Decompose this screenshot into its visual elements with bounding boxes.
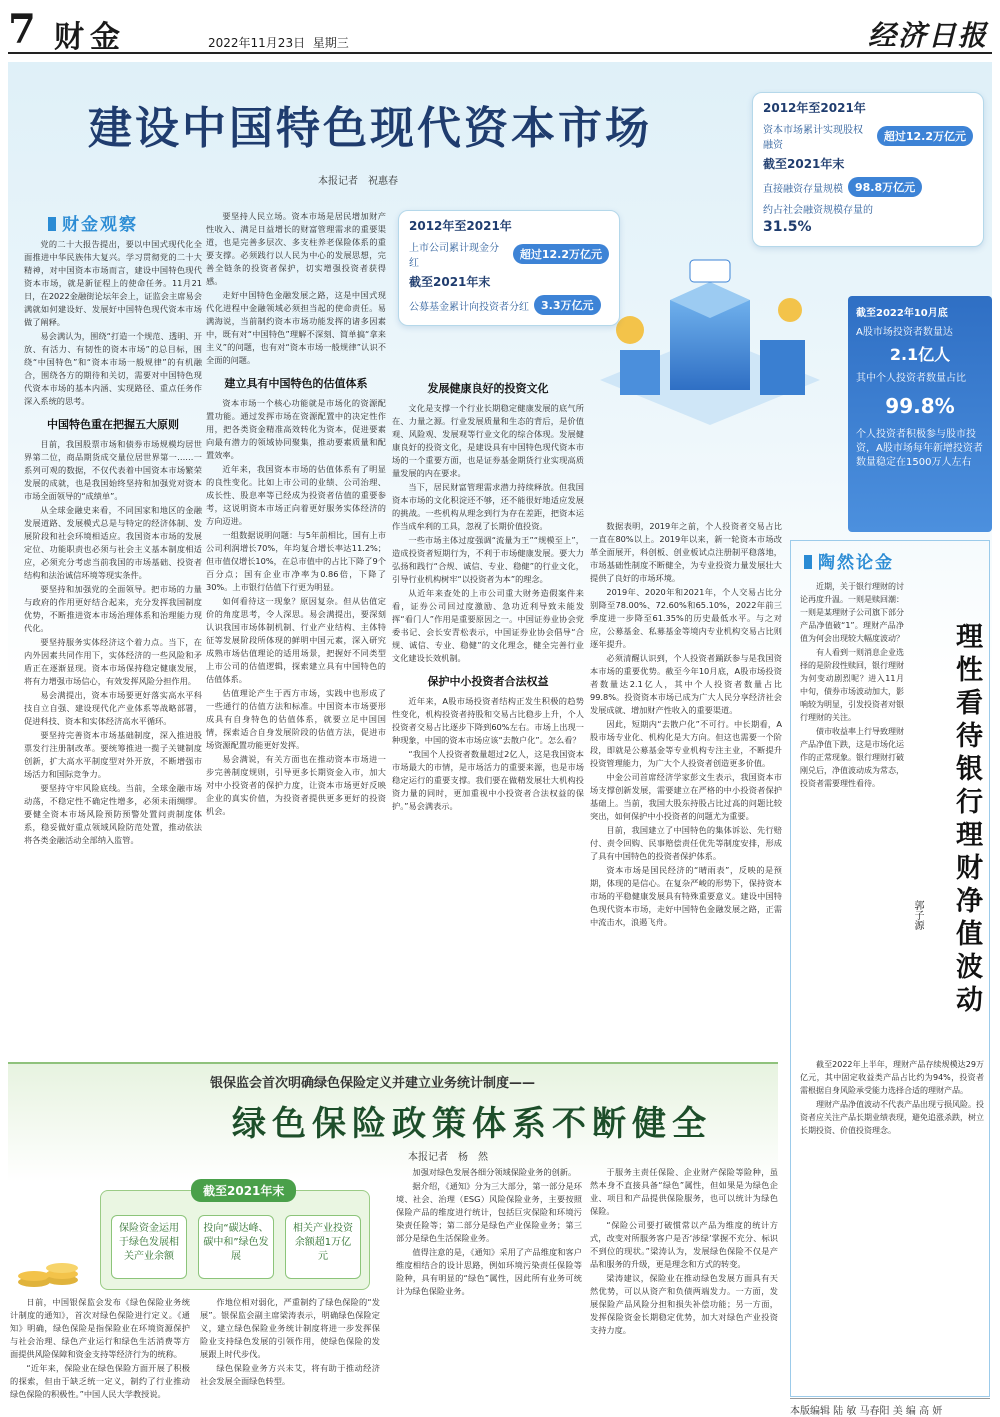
page-number: 7: [8, 6, 36, 53]
paragraph: 资本市场一个核心功能就是市场化的资源配置功能。通过发挥市场在资源配置中的决定性作用，把各类资金精准高效转化为资本，促进要素向最有潜力的领域协同聚集，推动要素质量和配置效率。: [206, 398, 386, 460]
lead-column-1: [24, 238, 202, 1050]
panel-label-2: 其中个人投资者数量占比: [856, 373, 966, 384]
paragraph: “我国个人投资者数量超过2亿人，这是我国资本市场最大的市情，是市场活力的重要来源，也是市场稳定运行的重要支撑。我们要在做精发展壮大机构投资力量的同时，更加重视中小投资者合法权益的保护。”易会满表示。: [392, 749, 584, 811]
paragraph: “保险公司要打破惯常以产品为维度的统计方式，改变对所服务客户是否‘涉绿’掌握不充分、标识不到位的现状。”梁涛认为，发展绿色保险不仅是产品和服务的升级，更是理念和方式的转变。: [590, 1220, 778, 1269]
investor-stats-panel: [848, 296, 992, 532]
paragraph: 目前，我国股票市场和债券市场规模均居世界第二位，商品期货成交量位居世界第一……一系列可观的数据，不仅代表着中国资本市场繁荣发展的成就，也是我国始终坚持和加强党对资本市场全面领导的“成绩单”。: [24, 439, 202, 501]
card-value-pill: 3.3万亿元: [534, 295, 601, 315]
card-label: 公募基金累计向投资者分红: [409, 301, 529, 313]
green-insurance-card: [100, 1184, 370, 1290]
paragraph: 值得注意的是，《通知》采用了产品维度和客户维度相结合的设计思路，例如环境污染责任保险等险种，具有明显的“绿色”属性，因此所有业务可统计为绿色保险业务。: [396, 1247, 582, 1296]
paragraph: 理财产品净值波动不代表产品出现亏损风险。投资者应关注产品长期业绩表现，避免追涨杀跌，树立长期投资、价值投资理念。: [800, 1100, 984, 1135]
lead-column-4: [590, 520, 782, 1050]
sidebar-author: 郭子源: [912, 900, 923, 930]
paragraph: 中金公司首席经济学家彭文生表示，我国资本市场支撑创新发展，需要建立在严格的中小投资者保护基础上。当前，我国大股东持股占比过高的问题比较突出，如何保护中小投资者的问题尤为重要。: [590, 772, 782, 821]
paragraph: 估值理论产生于西方市场，实践中也形成了一些通行的估值方法和标准。中国资本市场要形成具有自身特色的估值体系，就要立足中国国情，探索适合自身发展阶段的估值方法，促进市场资源配置功能更好发挥。: [206, 688, 386, 750]
paragraph: 数据表明，2019年之前，个人投资者交易占比一直在80%以上。2019年以来，新一轮资本市场改革全面展开，科创板、创业板试点注册制平稳落地，市场基础性制度不断健全，为专业投资力量发展壮大提供了良好的市场环境。: [590, 521, 782, 583]
section-heading-principles: 中国特色重在把握五大原则: [47, 418, 179, 431]
card-value-pill: 超过12.2万亿元: [877, 126, 973, 146]
paragraph: 当下，居民财富管理需求潜力持续释放。但我国资本市场的文化积淀还不够，还不能很好地适应发展的挑战。一些机构从理念到行为存在差距，把资本运作当成牟利的工具，忽视了长期价值投资。: [392, 482, 584, 531]
card-value-pill: 98.8万亿元: [848, 177, 922, 197]
paragraph: 一些市场主体过度强调“流量为王”“规模至上”，造成投资者短期行为，不利于市场健康发展。要大力弘扬和践行“合规、诚信、专业、稳健”的行业文化，引导行业机构树牢“以投资者为本”的理念。: [392, 535, 584, 584]
paragraph: 于服务主责任保险、企业财产保险等险种，虽然本身不直接具备“绿色”属性，但如果是为绿色企业、项目和产品提供保险服务，也可以统计为绿色保险。: [590, 1167, 778, 1216]
sidebar-label: 陶然论金: [804, 548, 894, 573]
paragraph: 近期，关于银行理财的讨论再度升温。一则是赎回潮：一则是某理财子公司旗下部分产品净值破“1”。理财产品净值为何会出现较大幅度波动？: [800, 582, 904, 643]
paragraph: 走好中国特色金融发展之路，这是中国式现代化进程中金融领域必须担当起的使命责任。易满海说，当前制约资本市场功能发挥的诸多因素中，既有对“中国特色”理解不深刻、简单搞“拿来主义”的问题，也有对“资本市场一般规律”认识不全面的问题。: [206, 290, 386, 365]
panel-label: A股市场投资者数量达: [856, 327, 953, 338]
card-label: 资本市场累计实现股权融资: [763, 125, 863, 151]
equity-financing-card: [752, 92, 984, 247]
sidebar-title: 理性看待银行理财净值波动: [951, 622, 982, 1018]
date-text: 2022年11月23日: [208, 36, 306, 50]
paragraph: 要坚持服务实体经济这个着力点。当下，在内外因素共同作用下，实体经济的一些风险和矛盾正在逐渐显现。资本市场保持稳定健康发展，将有力增强市场信心，有效发挥风险分担作用。: [24, 637, 202, 686]
lead-column-2: [206, 210, 386, 1050]
paragraph: 梁涛建议，保险业在推动绿色发展方面具有天然优势，可以从资产和负债两端发力。一方面，发展保险产品风险分担和损失补偿功能；另一方面，发挥保险资金长期稳定优势，加大对绿色产业投资支持力度。: [590, 1273, 778, 1335]
paragraph: 有人看到一则消息企业选择的是阶段性赎回，银行理财为何变动剧烈呢？进入11月中旬，债券市场波动加大，影响较为明显，引发投资者对银行理财的关注。: [800, 648, 904, 722]
green-kicker: 银保监会首次明确绿色保险定义并建立业务统计制度——: [210, 1076, 536, 1091]
paragraph: 从近年来查处的上市公司重大财务造假案件来看，证券公司回过度激励、急功近利导致未能发挥“看门人”作用是重要原因之一。中国证券业协会党委书记、会长安青松表示，中国证券业协会倡导“合规、诚信、专业、稳健”的文化理念，健全完善行业文化建设长效机制。: [392, 588, 584, 663]
paragraph: 文化是支撑一个行业长期稳定健康发展的底气所在、力量之源。行业发展质量和生态的背后，是价值观、风险观、发展观等行业文化的综合体现。发展健康良好的投资文化，是建设具有中国特色现代资本市场的一个重要方面，也是证券基金期货行业实现高质量发展的内在要求。: [392, 403, 584, 478]
card-label: 上市公司累计现金分红: [409, 243, 499, 269]
paragraph: 一组数据说明问题：与5年前相比，国有上市公司利润增长70%，年均复合增长率达11.2%；但市值仅增长10%，在总市值中的占比下降了9个百分点；国有企业市净率为0.86倍，下降了30%。上市银行估值下行更为明显。: [206, 530, 386, 592]
paragraph: 易会满认为，围绕“打造一个规范、透明、开放、有活力、有韧性的资本市场”的总目标，围绕“中国特色”和“资本市场一般规律”的有机融合，围绕各方的期待和关切，需要对中国特色现代资本市场的基本内涵、实现路径、重点任务作深入系统的思考。: [24, 331, 202, 406]
card-row: [409, 295, 609, 315]
card-row: [409, 239, 609, 269]
paragraph: 如何看待这一现象？原因复杂。但从估值定价的角度思考，令人深思。易会满提出，要深刻认识我国市场体制机制、行业产业结构、主体特征等发展阶段所体现的鲜明中国元素，深入研究成熟市场估值理论的适用场景，把握好不同类型上市公司的估值逻辑，探索建立具有中国特色的估值体系。: [206, 596, 386, 684]
paragraph: 必须清醒认识到，个人投资者踊跃参与是我国资本市场的重要优势。截至今年10月底，A股市场投资者数量达2.1亿人，其中个人投资者数量占比99.8%。投资资本市场已成为广大人民分享经济社会发展成就、增加财产性收入的重要渠道。: [590, 653, 782, 715]
green-column-1: [10, 1296, 190, 1400]
masthead: [8, 8, 992, 54]
card-label: 直接融资存量规模: [763, 183, 843, 195]
green-card-item: 保险资金运用于绿色发展相关产业余额: [111, 1215, 187, 1279]
panel-value: 2.1亿人: [889, 345, 951, 364]
card-value-pill: 超过12.2万亿元: [513, 244, 609, 264]
paragraph: 作地位相对弱化，严重制约了绿色保险的“发展”。银保监会副主席梁涛表示，明确绿色保险定义，建立绿色保险业务统计制度将进一步发挥保险业支持绿色发展的引领作用，使绿色保险的发展跟上时代步伐。: [200, 1297, 380, 1359]
sidebar-column-2: [800, 1058, 984, 1392]
paragraph: 债市收益率上行导致理财产品净值下跌，这是市场化运作的正常现象。银行理财打破刚兑后，净值波动成为常态，投资者需要理性看待。: [800, 727, 904, 788]
paragraph: 从全球金融史来看，不同国家和地区的金融发展道路、发展模式总是与特定的经济体制、发展阶段和社会环境相适应。我国资本市场的发展定位、功能职责也必须与社会主义基本制度相适应，必须充分考虑当前我国的市场基础、投资者结构和法治诚信环境等现实条件。: [24, 505, 202, 580]
paragraph: 目前，我国建立了中国特色的集体诉讼、先行赔付、责令回购、民事赔偿责任优先等制度安排，形成了具有中国特色的投资者保护体系。: [590, 825, 782, 861]
card-row: [763, 121, 973, 151]
paragraph: 要坚持完善资本市场基础制度，深入推进股票发行注册制改革。要统筹推进一揽子关键制度创新，扩大高水平制度型对外开放，不断增强市场活力和国际竞争力。: [24, 730, 202, 779]
paragraph: 资本市场是国民经济的“晴雨表”，反映的是预期，体现的是信心。在复杂严峻的形势下，保持资本市场的平稳健康发展具有特殊重要意义。建设中国特色现代资本市场，走好中国特色金融发展之路，正需中流击水，浪遏飞舟。: [590, 865, 782, 927]
section-heading-culture: 发展健康良好的投资文化: [427, 382, 549, 395]
paragraph: 近年来，A股市场投资者结构正发生积极的趋势性变化，机构投资者持股和交易占比稳步上升，个人投资者交易占比逐步下降到60%左右。市场上出现一种现象，中国的资本市场应该“去散户化”。怎么看？: [392, 696, 584, 745]
paragraph: 要坚持人民立场。资本市场是居民增加财产性收入、满足日益增长的财富管理需求的重要渠道，也是完善多层次、多支柱养老保险体系的重要支撑。必须践行以人民为中心的发展思想，完善全链条的投资者保护，切实增强投资者获得感。: [206, 211, 386, 286]
green-column-4: [590, 1166, 778, 1400]
issue-date: [208, 34, 349, 51]
paragraph: 要坚持和加强党的全面领导。把市场的力量与政府的作用更好结合起来，充分发挥我国制度优势，不断推进资本市场治理体系和治理能力现代化。: [24, 584, 202, 633]
green-card-item: 相关产业投资余额超1万亿元: [285, 1215, 361, 1279]
coins-icon: [14, 1250, 94, 1290]
green-card-item: 投向“碳达峰、碳中和”绿色发展: [198, 1215, 274, 1279]
dividend-card: [398, 210, 620, 326]
paragraph: 易会满说，有关方面也在推动资本市场进一步完善制度规则，引导更多长期资金入市，加大对中小投资者的保护力度，让资本市场更好反映企业的真实价值，为投资者提供更多更好的投资机会。: [206, 754, 386, 816]
paragraph: 绿色保险业务方兴未艾，将有助于推动经济社会发展全面绿色转型。: [200, 1363, 380, 1386]
panel-value-2: 99.8%: [885, 394, 955, 418]
green-byline: 本报记者 杨 然: [408, 1152, 488, 1163]
card-sub-period: 截至2021年末: [409, 275, 491, 289]
card-period: 2012年至2021年: [763, 101, 866, 115]
section-name: 财金: [54, 20, 126, 55]
card-row: [763, 177, 973, 197]
green-headline: 绿色保险政策体系不断健全: [232, 1104, 712, 1144]
paragraph: 要坚持守牢风险底线。当前，全球金融市场动荡，不稳定性不确定性增多，必须未雨绸缪。要健全资本市场风险预防预警处置问责制度体系，稳妥做好重点领域风险防范处置，推动依法将各类金融活动全部纳入监管。: [24, 783, 202, 845]
lead-column-3: [392, 372, 584, 1050]
paper-logo: 经济日报: [867, 19, 988, 52]
paragraph: 易会满提出，资本市场要更好落实高水平科技自立自强、建设现代化产业体系等战略部署，促进科技、资本和实体经济高水平循环。: [24, 690, 202, 726]
section-heading-protection: 保护中小投资者合法权益: [427, 675, 549, 688]
green-column-2: [200, 1296, 380, 1400]
paragraph: 近年来，我国资本市场的估值体系有了明显的良性变化。比如上市公司的业绩、公司治理、成长性、股息率等已经成为投资者估值的重要参考，这说明资本市场正向着更好服务实体经济的方向迈进。: [206, 464, 386, 526]
card-share-label: 约占社会融资规模存量的: [763, 205, 873, 216]
section-heading-valuation: 建立具有中国特色的估值体系: [224, 377, 368, 390]
paragraph: 加强对绿色发展各细分领域保险业务的创新。: [412, 1167, 577, 1177]
green-column-3: [396, 1166, 582, 1400]
paragraph: 2019年、2020年和2021年，个人交易占比分别降至78.00%、72.60%和65.10%，2022年前三季度进一步降至61.35%的历史最低水平。与之对应，公募基金、私募基金等境内专业机构交易占比则逐年提升。: [590, 587, 782, 649]
paragraph: 因此，短期内“去散户化”不可行。中长期看，A股市场专业化、机构化是大方向。但这也需要一个阶段，即就是公募基金等专业机构专注主业，不断提升投资管理能力，为广大个人投资者创造更多价值。: [590, 719, 782, 768]
paragraph: 党的二十大报告提出，要以中国式现代化全面推进中华民族伟大复兴。学习贯彻党的二十大精神，对中国资本市场而言，建设中国特色现代资本市场，就是新征程上的使命任务。11月21日，在2022金融街论坛年会上，证监会主席易会满就如何建设好、发展好中国特色现代资本市场做了阐释。: [24, 239, 202, 327]
paragraph: “近年来，保险业在绿色保险方面开展了积极的探索，但由于缺乏统一定义，制约了行业推动绿色保险的积极性。”中国人民大学教授说。: [10, 1363, 190, 1399]
editor-footer: 本版编辑 陆 敏 马春阳 美 编 高 妍: [790, 1398, 990, 1417]
lead-byline: 本报记者 祝惠春: [318, 176, 398, 187]
lead-headline: 建设中国特色现代资本市场: [88, 103, 652, 154]
panel-note: 个人投资者积极参与股市投资，A股市场每年新增投资者数量稳定在1500万人左右: [856, 429, 983, 468]
weekday-text: 星期三: [312, 36, 349, 50]
paragraph: 据介绍，《通知》分为三大部分，第一部分是环境、社会、治理（ESG）风险保险业务，主要按照保险产品的维度进行统计，包括巨灾保险和环境污染责任险等；第二部分是绿色产业保险业务；第三部分是绿色生活保险业务。: [396, 1181, 582, 1243]
paragraph: 截至2022年上半年，理财产品存续规模达29万亿元，其中固定收益类产品占比约为94%，投资者需根据自身风险承受能力选择合适的理财产品。: [800, 1060, 984, 1095]
commentary-label: 财金观察: [48, 210, 138, 235]
card-share-value: 31.5%: [763, 219, 812, 235]
sidebar-column-1: [800, 580, 904, 1050]
card-sub-period: 截至2021年末: [763, 157, 845, 171]
card-period: 2012年至2021年: [409, 219, 512, 233]
green-card-title: 截至2021年末: [191, 1179, 296, 1202]
paragraph: 日前，中国银保监会发布《绿色保险业务统计制度的通知》，首次对绿色保险进行定义。《通知》明确，绿色保险是指保险业在环境资源保护与社会治理、绿色产业运行和绿色生活消费等方面提供风险保障和资金支持等经济行为的统称。: [10, 1297, 190, 1359]
panel-period: 截至2022年10月底: [856, 308, 948, 319]
